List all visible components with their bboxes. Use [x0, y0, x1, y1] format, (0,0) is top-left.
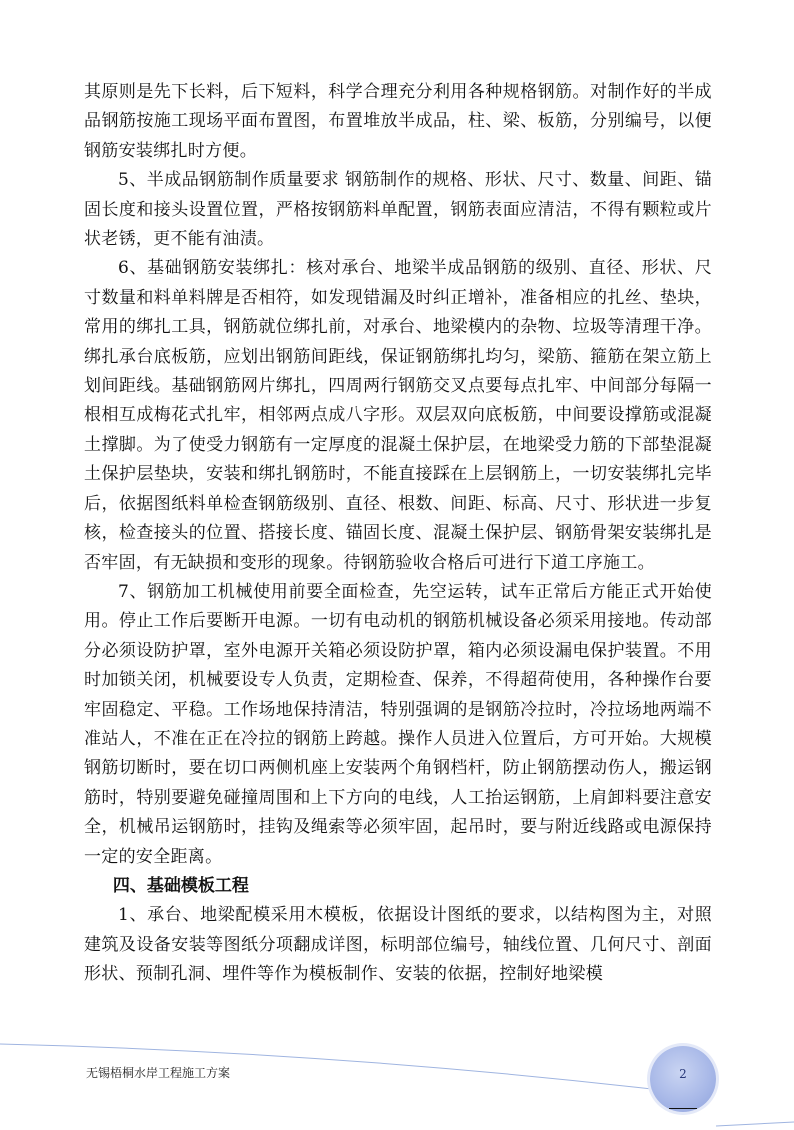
footer-title: 无锡梧桐水岸工程施工方案	[86, 1066, 231, 1080]
document-body	[84, 78, 712, 990]
paragraph-item-6: 6、基础钢筋安装绑扎：核对承台、地梁半成品钢筋的级别、直径、形状、尺寸数量和料单料牌是否相符，如发现错漏及时纠正增补，准备相应的扎丝、垫块，常用的绑扎工具，钢筋就位绑扎前，对承台、地梁模内的杂物、垃圾等清理干净。绑扎承台底板筋，应划出钢筋间距线，保证钢筋绑扎均匀，梁筋、箍筋在架立筋上划间距线。基础钢筋网片绑扎，四周两行钢筋交叉点要每点扎牢、中间部分每隔一根相互成梅花式扎牢，相邻两点成八字形。双层双向底板筋，中间要设撑筋或混凝土撑脚。为了使受力钢筋有一定厚度的混凝土保护层，在地梁受力筋的下部垫混凝土保护层垫块，安装和绑扎钢筋时，不能直接踩在上层钢筋上，一切安装绑扎完毕后，依据图纸料单检查钢筋级别、直径、根数、间距、标高、尺寸、形状进一步复核，检查接头的位置、搭接长度、锚固长度、混凝土保护层、钢筋骨架安装绑扎是否牢固，有无缺损和变形的现象。待钢筋验收合格后可进行下道工序施工。	[84, 258, 712, 573]
page-number-underline	[669, 1108, 697, 1109]
section-heading: 四、基础模板工程	[112, 875, 249, 896]
page-number: 2	[679, 1067, 687, 1081]
paragraph-item-1: 1、承台、地梁配模采用木模板，依据设计图纸的要求，以结构图为主，对照建筑及设备安装等图纸分项翻成详图，标明部位编号，轴线位置、几何尺寸、剖面形状、预制孔洞、埋件等作为模板制作、安装的依据，控制好地梁模	[84, 905, 712, 985]
paragraph-item-7: 7、钢筋加工机械使用前要全面检查，先空运转，试车正常后方能正式开始使用。停止工作后要断开电源。一切有电动机的钢筋机械设备必须采用接地。传动部分必须设防护罩，室外电源开关箱必须设防护罩，箱内必须设漏电保护装置。不用时加锁关闭，机械要设专人负责，定期检查、保养，不得超荷使用，各种操作台要牢固稳定、平稳。工作场地保持清洁，特别强调的是钢筋冷拉时，冷拉场地两端不准站人，不准在正在冷拉的钢筋上跨越。操作人员进入位置后，方可开始。大规模钢筋切断时，要在切口两侧机座上安装两个角钢档杆，防止钢筋摆动伤人，搬运钢筋时，特别要避免碰撞周围和上下方向的电线，人工抬运钢筋，上肩卸料要注意安全，机械吊运钢筋时，挂钩及绳索等必须牢固，起吊时，要与附近线路或电源保持一定的安全距离。	[84, 581, 712, 867]
paragraph-continuation: 其原则是先下长料，后下短料，科学合理充分利用各种规格钢筋。对制作好的半成品钢筋按施工现场平面布置图，布置堆放半成品，柱、梁、板筋，分别编号，以便钢筋安装绑扎时方便。	[84, 82, 712, 161]
page-number-badge	[650, 1046, 716, 1112]
paragraph-item-5: 5、半成品钢筋制作质量要求 钢筋制作的规格、形状、尺寸、数量、间距、锚固长度和接头设置位置，严格按钢筋料单配置，钢筋表面应清洁，不得有颗粒或片状老锈，更不能有油渍。	[84, 170, 712, 250]
